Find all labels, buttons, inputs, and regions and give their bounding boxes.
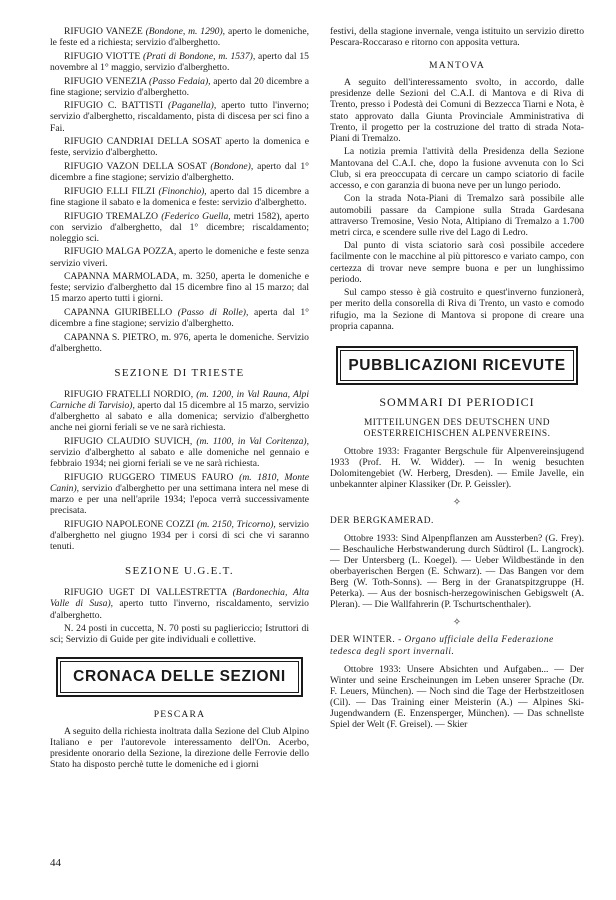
entry-location: (m. 1100, in Val Coritenza),	[196, 436, 309, 448]
periodical-note: - Organo ufficiale della Federazione tedesca degli sport invernali.	[330, 635, 554, 657]
mantova-paragraph: Dal punto di vista sciatorio sarà così possibile accedere facilmente con le macchine al più pittoresco e variato campo, con certezza di trovar neve sempre buona e per un lunghissimo periodo.	[330, 240, 584, 285]
entry-name: RIFUGIO FRATELLI NORDIO,	[64, 389, 194, 401]
periodicals-list	[330, 418, 584, 730]
pescara-continued: festivi, della stagione invernale, venga istituito un servizio diretto Pescara-Roccaraso e ritorno con apposita vettura.	[330, 26, 584, 49]
periodical-summary: Ottobre 1933: Fraganter Bergschule für Alpenvereinsjugend 1933 (Prof. H. W. Widder). — In wenig besuchten Dolomitengebiet (W. Herberg, Dresden). — Emile Javelle, ein unbekannter alpiner Klassiker (Dr. P. Geissler).	[330, 446, 584, 491]
entry-name: RIFUGIO RUGGERO TIMEUS FAURO	[64, 472, 234, 483]
entry-name: CAPANNA S. PIETRO,	[64, 331, 159, 343]
pubblicazioni-title: PUBBLICAZIONI RICEVUTE	[340, 350, 574, 381]
entry-text: aperto dal 15 dicembre a fine stagione il sabato e la domenica e feste: servizio d'alberghetto.	[50, 185, 310, 208]
rifugio-entry	[50, 186, 309, 208]
rifugio-entry	[50, 211, 309, 244]
entry-text: aperto dal 15 dicembre al 15 marzo, servizio d'alberghetto al sabato e alla domenica; servizio d'alberghetto anche nei giorni feriali se ve ne sarà richiesta.	[50, 400, 309, 434]
entry-text: aperto le domeniche e feste senza servizio viveri.	[50, 246, 309, 269]
entry-name: CAPANNA MARMOLADA,	[64, 271, 179, 283]
cronaca-box	[56, 657, 303, 696]
entry-location: (Federico Guella,	[161, 210, 231, 222]
rifugio-entry	[50, 76, 309, 98]
trieste-list	[50, 389, 309, 552]
section-title-trieste: SEZIONE DI TRIESTE	[114, 367, 245, 380]
entry-location: (Passo di Rolle),	[177, 307, 249, 319]
entry-text: aperta dal 1° dicembre a fine stagione; servizio d'alberghetto.	[50, 307, 309, 330]
mantova-title: MANTOVA	[428, 60, 486, 72]
page-number: 44	[50, 857, 61, 869]
periodical-summary: Ottobre 1933: Sind Alpenpflanzen am Aussterben? (G. Frey). — Beschauliche Herbstwanderung durch Südtirol (L. Langrock). — Der Untersberg (L. Koegel). — Ueber Wildbestände in den oberbayerischen Bergen (E. Schwarz). — Das Bangen vor dem Berg (W. Toth-Sonns). — Berg in der Granatspitzgruppe (H. Peterka). — Aus der bosnisch-herzegowinischen Gebigswelt (A. Pleran). — Die Wallfahrerin (P. Tschurtschenthaler).	[330, 532, 584, 611]
periodical-name: DER BERGKAMERAD.	[330, 515, 434, 526]
mantova-paragraph: La notizia premia l'attività della Presidenza della Sezione Mantovana del C.A.I. che, dopo la fusione avvenuta con lo Sci Club, si era preoccupata di cercare un campo sciatorio di facile accesso, e con garanzia di buona neve per un lungo periodo.	[330, 146, 584, 191]
entry-location: (Bondone),	[210, 161, 254, 172]
entry-text: aperto la domenica e feste, servizio d'alberghetto.	[50, 136, 309, 159]
entry-name: RIFUGIO NAPOLEONE COZZI	[64, 518, 195, 530]
entry-name: RIFUGIO VANEZE	[64, 26, 143, 37]
entry-text: m. 976, aperta le domeniche. Servizio d'alberghetto.	[50, 331, 309, 354]
periodical-title	[330, 516, 584, 527]
pescara-title: PESCARA	[153, 708, 206, 720]
entry-name: RIFUGIO CLAUDIO SUVICH,	[64, 436, 193, 448]
entry-text: metri 1582), aperto con servizio d'alberghetto, dal 1° dicembre; riscaldamento; noleggio sci.	[50, 210, 310, 244]
entry-name: RIFUGIO MALGA POZZA,	[64, 246, 177, 258]
trieste-entry	[50, 519, 309, 552]
rifugio-entry	[50, 307, 309, 329]
entry-name: CAPANNA GIURIBELLO	[64, 307, 173, 319]
entry-location: (Prati di Bondone, m. 1537),	[143, 50, 256, 62]
rifugi-list	[50, 26, 309, 354]
mantova-paragraph: Con la strada Nota-Piani di Tremalzo sarà possibile alle automobili passare da Campione sulla Strada Gardesana attraverso Tremosine, Vesio Nota, Altipiano di Tremalzo a 1.700 metri circa, e scendere sulle rive del Lago di Ledro.	[330, 193, 584, 238]
section-title-uget: SEZIONE U.G.E.T.	[125, 565, 234, 578]
entry-text: servizio d'alberghetto per una settimana intera nel mese di marzo e per una nell'aprile 1934; l'epoca verrà successivamente precisata.	[50, 483, 309, 517]
entry-name: RIFUGIO F.LLI FILZI	[64, 185, 156, 197]
trieste-entry	[50, 472, 309, 516]
rifugio-entry	[50, 161, 309, 183]
uget-entry: RIFUGIO UGET DI VALLESTRETTA (Bardonechia, Alta Valle di Susa), aperto tutto l'inverno, riscaldamento, servizio d'alberghetto.	[50, 587, 309, 621]
entry-text: aperto dal 1° dicembre a fine stagione; servizio d'alberghetto.	[50, 161, 310, 184]
entry-name: RIFUGIO CANDRIAI DELLA SOSAT	[64, 136, 222, 148]
cronaca-title: CRONACA DELLE SEZIONI	[60, 661, 299, 692]
rifugio-entry	[50, 246, 309, 268]
rifugio-entry	[50, 26, 309, 48]
entry-text: m. 3250, aperta le domeniche e feste; servizio d'alberghetto dal 15 dicembre fino al 15 marzo; dal 15 marzo aperto tutti i giorni.	[50, 271, 309, 305]
uget-note: N. 24 posti in cuccetta, N. 70 posti su pagliericcio; Istruttori di sci; Servizio di Guide per gite individuali e collettive.	[50, 623, 309, 646]
entry-location: (Bondone, m. 1290),	[145, 26, 226, 37]
entry-location: (m. 1810, Monte Canin),	[50, 472, 309, 495]
mantova-paragraphs	[330, 77, 584, 331]
entry-text: aperto le domeniche, le feste ed a richiesta; servizio d'alberghetto.	[50, 26, 310, 49]
entry-text: aperto tutto l'inverno; servizio d'alberghetto, riscaldamento, pista di discesa per sci fino a Fai.	[50, 100, 309, 134]
entry-location: (Passo Fedaia),	[149, 75, 211, 87]
mantova-paragraph: A seguito dell'interessamento svolto, in accordo, dalle presidenze delle Sezioni del C.A.I. di Mantova e di Riva di Trento, presso i Podestà dei Comuni di Bezzecca Tiarni e Nota, è stato approvato dalla Giunta Provinciale Amministrativa di Trento, il progetto per la costruzione del tratto di strada Nota-Piani di Tremalzo.	[330, 77, 584, 144]
pescara-text: A seguito della richiesta inoltrata dalla Sezione del Club Alpino Italiano e per l'autorevole interessamento dell'On. Acerbo, presidente onorario della Sezione, la direzione delle Ferrovie dello Stato ha disposto perchè tutte le domeniche ed i giorni	[50, 725, 309, 770]
entry-name: RIFUGIO VAZON DELLA SOSAT	[64, 161, 207, 172]
entry-location: (Finonchio),	[158, 185, 207, 197]
rifugio-entry	[50, 271, 309, 304]
pubblicazioni-box	[336, 346, 578, 385]
periodical-title	[330, 635, 584, 657]
entry-name: RIFUGIO C. BATTISTI	[64, 100, 164, 112]
rifugio-entry	[50, 332, 309, 354]
entry-text: servizio d'alberghetto al sabato e alle domeniche nel gennaio e febbraio 1934; nei giorni feriali se ve ne sarà richiesta.	[50, 447, 309, 470]
rifugio-entry	[50, 51, 309, 73]
rifugio-entry	[50, 136, 309, 158]
trieste-entry	[50, 389, 309, 433]
entry-text: servizio d'alberghetto nel giugno 1934 per i corsi di sci che vi saranno tenuti.	[50, 518, 309, 553]
separator-icon: ✧	[452, 497, 462, 509]
entry-name: RIFUGIO VIOTTE	[64, 50, 141, 62]
left-column	[50, 26, 309, 773]
entry-text: aperto dal 20 dicembre a fine stagione; servizio d'alberghetto.	[50, 75, 309, 98]
right-column	[330, 26, 584, 733]
entry-location: (m. 1200, in Val Rauna, Alpi Carniche di Tarvisio),	[50, 389, 309, 412]
periodical-summary: Ottobre 1933: Unsere Absichten und Aufgaben... — Der Winter und seine Erscheinungen im Leben unserer Sprache (Dr. F. Leuers, München). — Noch sind die Tage der Herbstzeitlosen (Cil). — Das Training einer Meisterin (A.) — Alpines Ski-Jugendwandern (E. Enzensperger, München). — Das schnellste Spiel der Welt (F. Greisel). — Skier	[330, 663, 584, 731]
entry-name: RIFUGIO VENEZIA	[64, 75, 147, 87]
entry-name: RIFUGIO TREMALZO	[64, 210, 159, 222]
periodical-name: DER WINTER.	[330, 635, 396, 646]
entry-location: (m. 2150, Tricorno),	[197, 518, 276, 530]
sommari-title: SOMMARI DI PERIODICI	[379, 394, 535, 409]
separator-icon: ✧	[452, 617, 462, 629]
entry-location: (Paganella),	[168, 100, 217, 112]
entry-text: aperto dal 15 novembre al 1° maggio, servizio d'alberghetto.	[50, 50, 309, 73]
periodical-name: MITTEILUNGEN DES DEUTSCHEN UND OESTERREICHISCHEN ALPENVEREINS.	[363, 417, 551, 439]
mantova-paragraph: Sul campo stesso è già costruito e quest'inverno funzionerà, per merito della consorella di Riva di Trento, un vasto e comodo rifugio, ma la Sezione di Mantova si propone di creare una propria capanna.	[330, 287, 584, 332]
rifugio-entry	[50, 100, 309, 133]
periodical-title	[330, 418, 584, 440]
trieste-entry	[50, 436, 309, 469]
